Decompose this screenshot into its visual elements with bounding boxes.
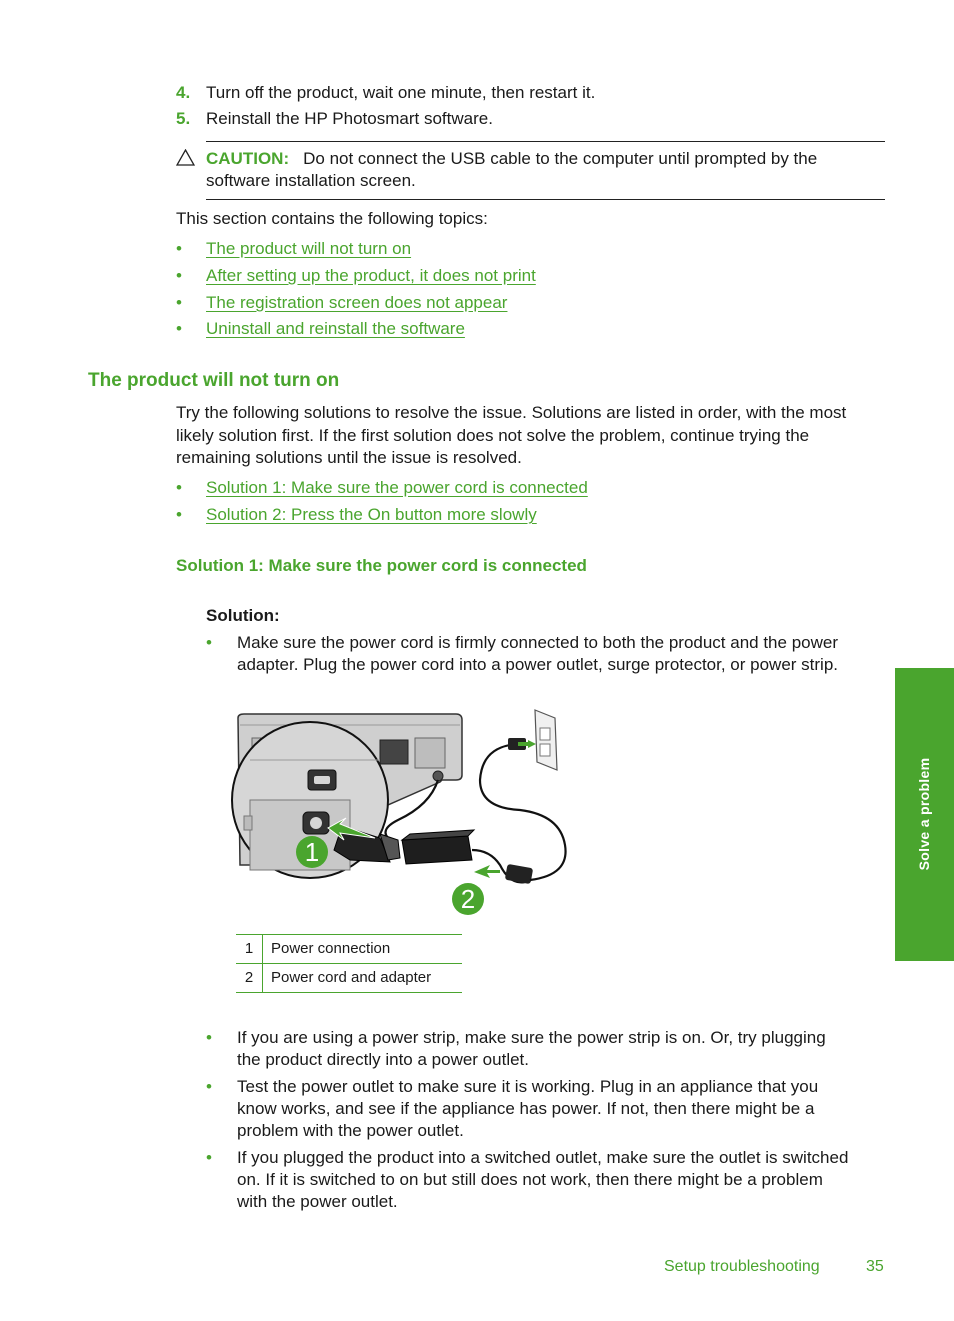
- caution-text-line2: software installation screen.: [206, 171, 416, 190]
- caution-text-line1: Do not connect the USB cable to the computer until prompted by the: [303, 149, 818, 168]
- callout-1: 1: [296, 836, 328, 868]
- bullet-icon: •: [176, 239, 182, 258]
- caution-top-rule: [206, 141, 885, 142]
- footer-title: Setup troubleshooting: [664, 1258, 820, 1275]
- bullet-icon: •: [206, 1077, 212, 1096]
- legend-number: 2: [236, 964, 263, 993]
- step-number: 4.: [176, 83, 191, 102]
- legend-text: Power cord and adapter: [263, 964, 463, 993]
- topic-link[interactable]: After setting up the product, it does not print: [206, 266, 536, 285]
- solution-bullet: [237, 1027, 887, 1071]
- step-number: 5.: [176, 109, 191, 128]
- solution-label: Solution:: [206, 606, 280, 625]
- topic-link[interactable]: Uninstall and reinstall the software: [206, 319, 465, 338]
- intro-line: remaining solutions until the issue is resolved.: [176, 448, 522, 467]
- legend-number: 1: [236, 935, 263, 964]
- intro-line: likely solution first. If the first solution does not solve the problem, continue trying the: [176, 425, 810, 445]
- step-text: Turn off the product, wait one minute, then restart it.: [206, 83, 596, 102]
- topic-link[interactable]: The registration screen does not appear: [206, 293, 508, 312]
- section-heading: The product will not turn on: [88, 370, 340, 391]
- topic-link[interactable]: The product will not turn on: [206, 239, 412, 258]
- page-number: 35: [866, 1258, 884, 1275]
- legend-text: Power connection: [263, 935, 463, 964]
- bullet-icon: •: [176, 478, 182, 497]
- section-intro: [176, 402, 896, 470]
- side-chapter-tab: [895, 668, 954, 961]
- bullet-line: Test the power outlet to make sure it is working. Plug in an appliance that you: [237, 1077, 819, 1096]
- bullet-line: problem with the power outlet.: [237, 1121, 464, 1140]
- caution-label: CAUTION:: [206, 149, 290, 168]
- caution-block: [206, 148, 886, 170]
- bullet-line: Make sure the power cord is firmly connected to both the product and the power: [237, 633, 838, 652]
- callout-2: 2: [452, 883, 484, 915]
- solution-bullet: [237, 632, 887, 676]
- bullet-line: the product directly into a power outlet.: [237, 1050, 529, 1069]
- bullet-line: If you are using a power strip, make sure the power strip is on. Or, try plugging: [237, 1028, 826, 1047]
- legend-row: [236, 935, 462, 964]
- figure-legend: [236, 934, 462, 993]
- bullet-line: know works, and see if the appliance has power. If not, then there might be a: [237, 1099, 815, 1118]
- intro-line: Try the following solutions to resolve the issue. Solutions are listed in order, with the most: [176, 403, 847, 422]
- power-connection-illustration: [230, 700, 575, 920]
- solution1-heading: Solution 1: Make sure the power cord is connected: [176, 556, 587, 575]
- bullet-icon: •: [206, 1028, 212, 1047]
- solution-bullet: [237, 1076, 887, 1142]
- bullet-icon: •: [176, 293, 182, 312]
- solution-link[interactable]: Solution 1: Make sure the power cord is connected: [206, 478, 588, 497]
- bullet-line: with the power outlet.: [237, 1192, 398, 1211]
- legend-row: [236, 964, 462, 993]
- bullet-icon: •: [176, 319, 182, 338]
- caution-bottom-rule: [206, 199, 885, 200]
- bullet-line: If you plugged the product into a switched outlet, make sure the outlet is switched: [237, 1148, 849, 1167]
- solution-link[interactable]: Solution 2: Press the On button more slowly: [206, 505, 537, 524]
- side-tab-label: Solve a problem: [916, 757, 932, 871]
- topics-intro: This section contains the following topics:: [176, 209, 488, 228]
- solution-bullet: [237, 1147, 887, 1213]
- bullet-icon: •: [206, 633, 212, 652]
- caution-triangle-icon: [176, 149, 195, 166]
- step-text: Reinstall the HP Photosmart software.: [206, 109, 493, 128]
- bullet-line: adapter. Plug the power cord into a power outlet, surge protector, or power strip.: [237, 655, 839, 674]
- bullet-line: on. If it is switched to on but still does not work, then there might be a problem: [237, 1170, 823, 1189]
- bullet-icon: •: [176, 266, 182, 285]
- bullet-icon: •: [206, 1148, 212, 1167]
- bullet-icon: •: [176, 505, 182, 524]
